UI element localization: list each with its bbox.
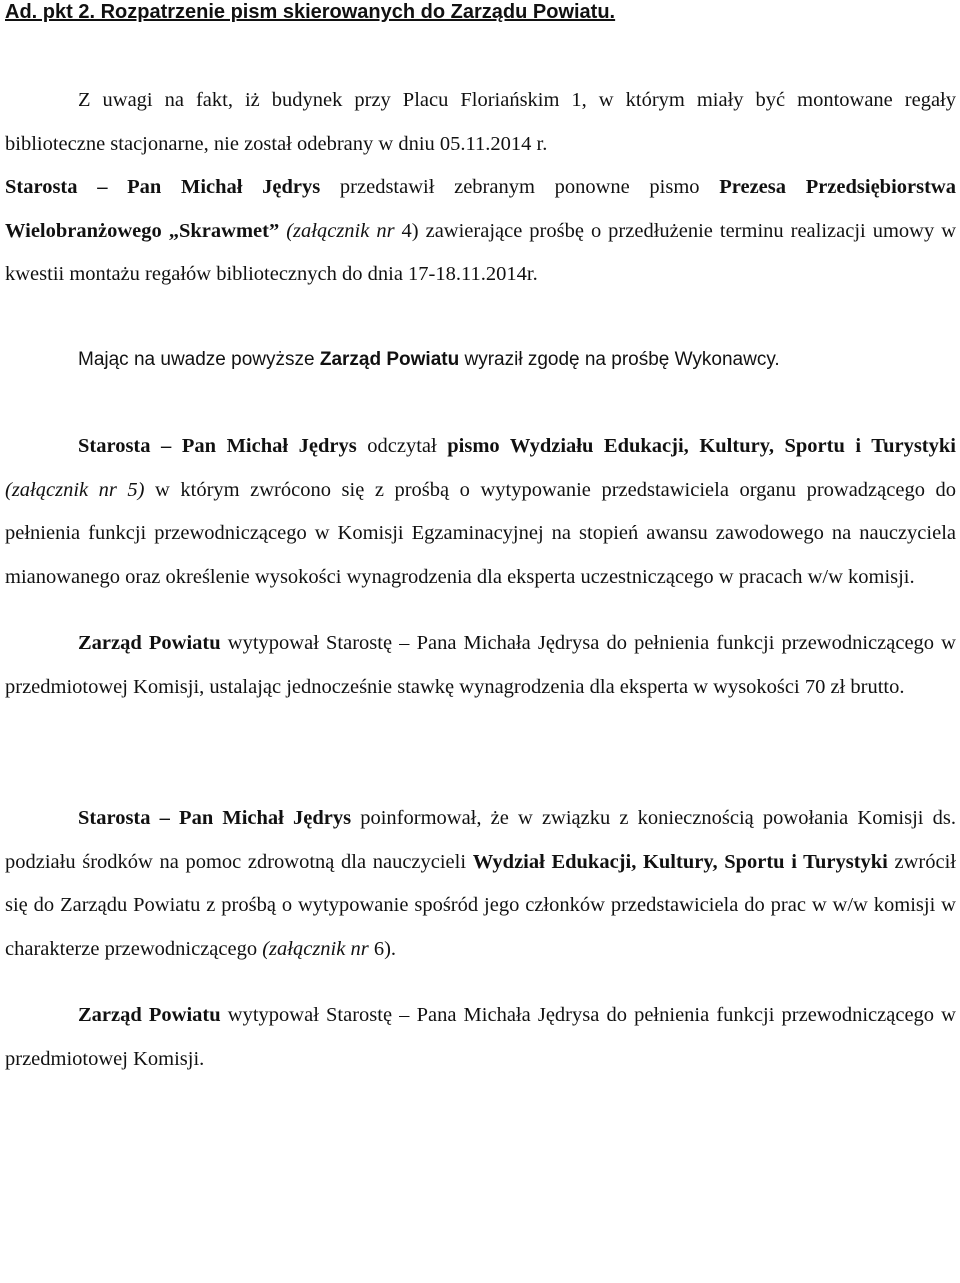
attachment-ref: (załącznik nr 5) [5, 478, 145, 501]
board-name: Zarząd Powiatu [78, 632, 221, 654]
paragraph-decision-2 [5, 622, 956, 709]
text-run: 4) zawierające prośbę o przedłużenie terminu realizacji umowy w kwestii montażu regałów bibliotecznych do dnia 17-18.11.2014r. [5, 219, 957, 285]
board-name: Zarząd Powiatu [78, 1004, 221, 1026]
company-name: Prezesa Przedsiębiorstwa Wielobranżowego „Skrawmet” [5, 176, 956, 242]
text-run: wytypował Starostę – Pana Michała Jędrysa do pełnienia funkcji przewodniczącego w przedmiotowej Komisji. [5, 1004, 956, 1070]
text-run: Z uwagi na fakt, iż budynek przy Placu Floriańskim 1, w którym miały być montowane regały biblioteczne stacjonarne, nie został odebrany w dniu 05.11.2014 r. [5, 89, 956, 155]
text-run: w którym zwrócono się z prośbą o wytypowanie przedstawiciela organu prowadzącego do pełnienia funkcji przewodniczącego w Komisji Egzaminacyjnej na stopień awansu zawodowego na nauczyciela mianowanego oraz określenie wysokości wynagrodzenia dla eksperta uczestniczącego w pracach w/w komisji. [5, 478, 956, 588]
text-run: przedstawił zebranym ponowne pismo [320, 176, 720, 198]
text-run: zwrócił się do Zarządu Powiatu z prośbą o wytypowanie spośród jego członków przedstawiciela do prac w w/w komisji w charakterze przewodniczącego [5, 850, 956, 960]
attachment-ref: (załącznik nr [262, 937, 369, 960]
paragraph-exam-commission [5, 425, 956, 599]
paragraph-skrawmet [5, 79, 956, 297]
text-run: odczytał [356, 435, 448, 457]
paragraph-health-commission [5, 797, 956, 971]
text-run: 6). [368, 937, 397, 960]
speaker-name: Starosta – Pan Michał Jędrys [5, 176, 321, 198]
speaker-name: Starosta – Pan Michał Jędrys [78, 435, 357, 457]
department-name: pismo Wydziału Edukacji, Kultury, Sportu i Turystyki [447, 435, 956, 457]
department-name: Wydział Edukacji, Kultury, Sportu i Turystyki [472, 850, 888, 873]
text-run: wytypował Starostę – Pana Michała Jędrysa do pełnienia funkcji przewodniczącego w przedmiotowej Komisji, ustalając jednocześnie stawkę wynagrodzenia dla eksperta w wysokości 70 zł brutto. [5, 632, 956, 698]
section-heading: Ad. pkt 2. Rozpatrzenie pism skierowanych do Zarządu Powiatu. [5, 1, 616, 23]
speaker-name: Starosta – Pan Michał Jędrys [78, 807, 352, 829]
text-run: wyraził zgodę na prośbę Wykonawcy. [459, 348, 780, 370]
paragraph-decision-3 [5, 994, 956, 1081]
text-run: Mając na uwadze powyższe [78, 348, 320, 370]
text-run: poinformował, że w związku z koniecznością powołania Komisji ds. podziału środków na pomoc zdrowotną dla nauczycieli [5, 807, 956, 873]
board-name: Zarząd Powiatu [319, 348, 460, 370]
paragraph-decision-1 [5, 338, 956, 382]
attachment-ref: (załącznik nr [286, 219, 395, 242]
